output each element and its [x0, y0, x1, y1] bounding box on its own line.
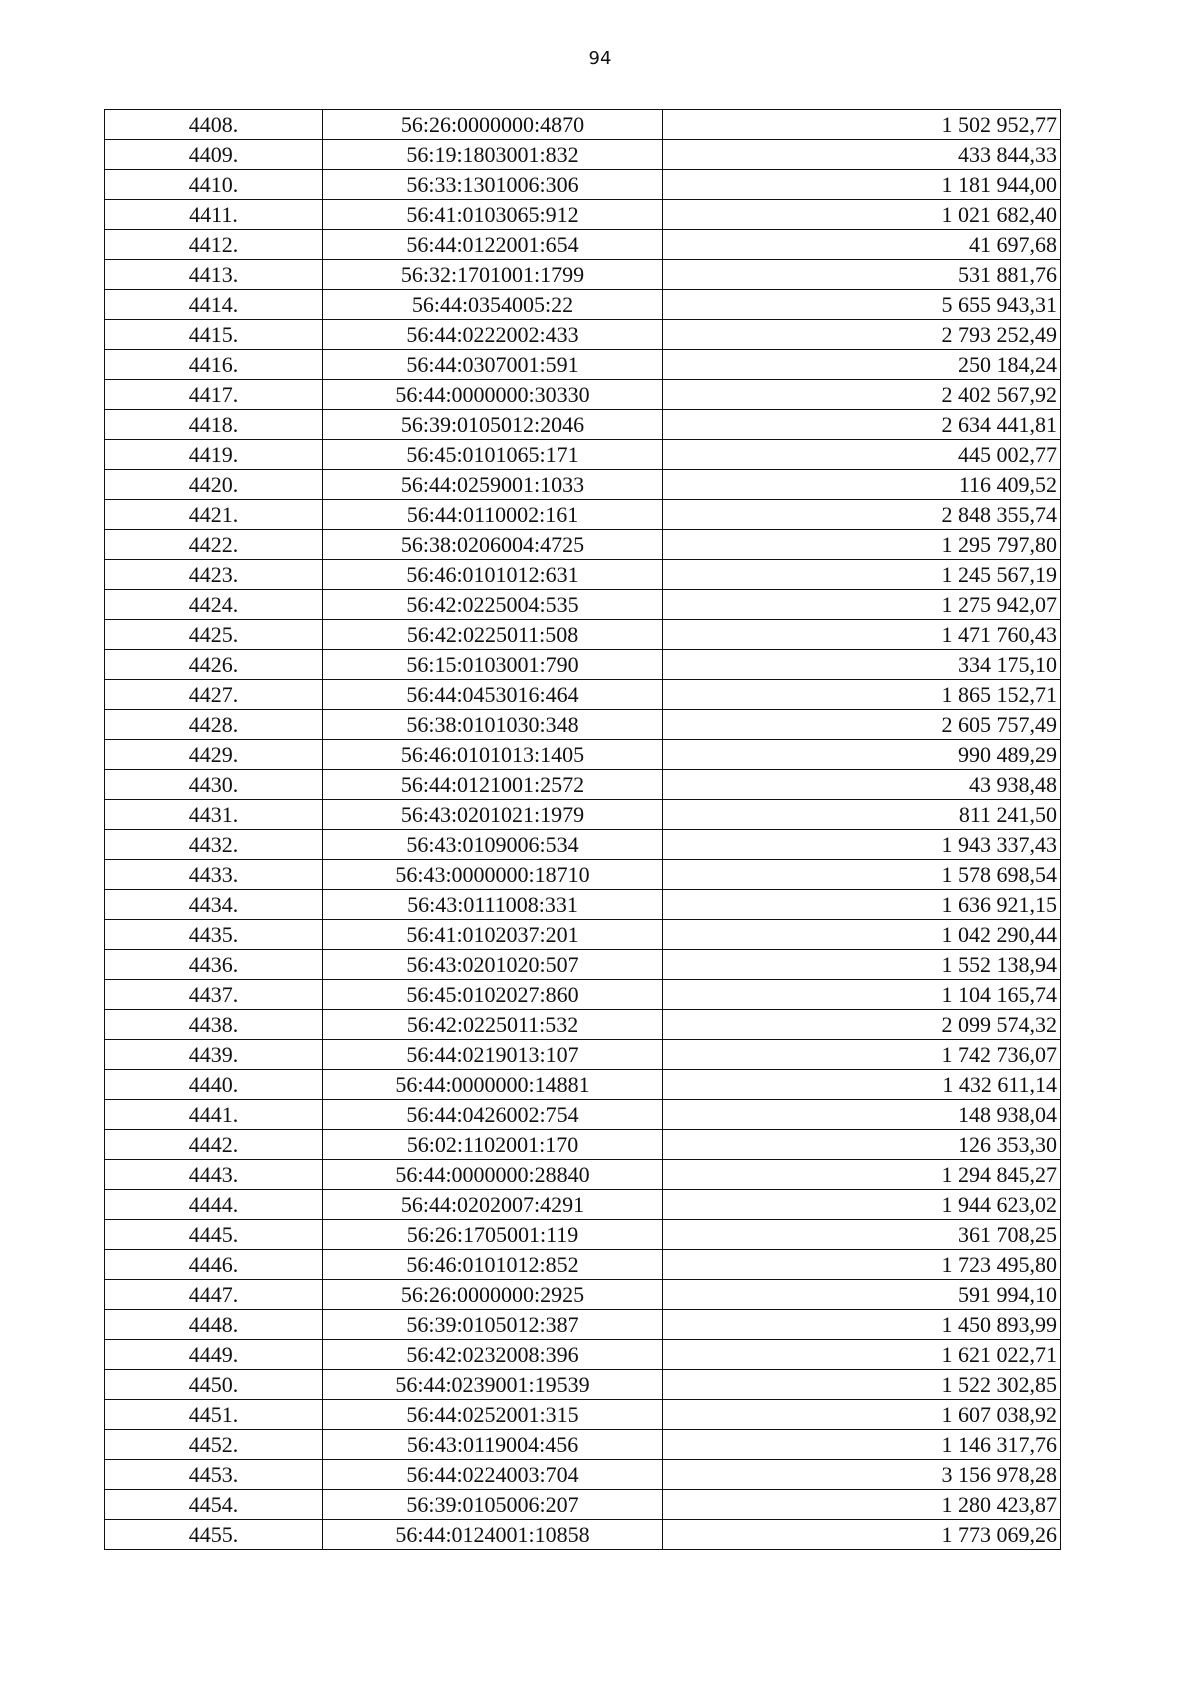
cadastral-value-cell: 361 708,25 [663, 1220, 1061, 1250]
cadastral-number-cell: 56:41:0102037:201 [323, 920, 663, 950]
table-row [105, 380, 1061, 410]
cadastral-number-cell: 56:44:0121001:2572 [323, 770, 663, 800]
row-number-cell: 4451. [105, 1400, 323, 1430]
table-row [105, 260, 1061, 290]
cadastral-value-cell: 2 605 757,49 [663, 710, 1061, 740]
table-row [105, 1340, 1061, 1370]
table-row [105, 1310, 1061, 1340]
row-number-cell: 4420. [105, 470, 323, 500]
cadastral-value-cell: 1 773 069,26 [663, 1520, 1061, 1550]
cadastral-value-cell: 2 793 252,49 [663, 320, 1061, 350]
row-number-cell: 4448. [105, 1310, 323, 1340]
row-number-cell: 4415. [105, 320, 323, 350]
table-row [105, 740, 1061, 770]
row-number-cell: 4424. [105, 590, 323, 620]
cadastral-number-cell: 56:39:0105012:387 [323, 1310, 663, 1340]
table-row [105, 980, 1061, 1010]
row-number-cell: 4444. [105, 1190, 323, 1220]
cadastral-number-cell: 56:43:0109006:534 [323, 830, 663, 860]
table-row [105, 170, 1061, 200]
cadastral-number-cell: 56:19:1803001:832 [323, 140, 663, 170]
table-row [105, 1490, 1061, 1520]
table-row [105, 950, 1061, 980]
row-number-cell: 4414. [105, 290, 323, 320]
row-number-cell: 4436. [105, 950, 323, 980]
cadastral-value-cell: 1 295 797,80 [663, 530, 1061, 560]
cadastral-value-cell: 116 409,52 [663, 470, 1061, 500]
table-row [105, 620, 1061, 650]
cadastral-number-cell: 56:43:0201020:507 [323, 950, 663, 980]
row-number-cell: 4416. [105, 350, 323, 380]
cadastral-number-cell: 56:44:0307001:591 [323, 350, 663, 380]
row-number-cell: 4410. [105, 170, 323, 200]
row-number-cell: 4450. [105, 1370, 323, 1400]
cadastral-number-cell: 56:46:0101013:1405 [323, 740, 663, 770]
table-row [105, 920, 1061, 950]
cadastral-value-cell: 1 865 152,71 [663, 680, 1061, 710]
table-row [105, 1520, 1061, 1550]
cadastral-number-cell: 56:26:0000000:2925 [323, 1280, 663, 1310]
cadastral-number-cell: 56:44:0219013:107 [323, 1040, 663, 1070]
cadastral-value-cell: 1 432 611,14 [663, 1070, 1061, 1100]
table-row [105, 140, 1061, 170]
cadastral-number-cell: 56:39:0105006:207 [323, 1490, 663, 1520]
cadastral-value-cell: 2 099 574,32 [663, 1010, 1061, 1040]
cadastral-value-cell: 148 938,04 [663, 1100, 1061, 1130]
cadastral-number-cell: 56:42:0225011:508 [323, 620, 663, 650]
table-row [105, 1280, 1061, 1310]
cadastral-value-cell: 531 881,76 [663, 260, 1061, 290]
table-row [105, 1460, 1061, 1490]
row-number-cell: 4425. [105, 620, 323, 650]
table-row [105, 650, 1061, 680]
row-number-cell: 4430. [105, 770, 323, 800]
table-body [105, 110, 1061, 1550]
table-row [105, 500, 1061, 530]
table-row [105, 1430, 1061, 1460]
cadastral-value-cell: 1 021 682,40 [663, 200, 1061, 230]
row-number-cell: 4434. [105, 890, 323, 920]
row-number-cell: 4418. [105, 410, 323, 440]
row-number-cell: 4449. [105, 1340, 323, 1370]
page-number: 94 [588, 48, 612, 69]
cadastral-value-cell: 41 697,68 [663, 230, 1061, 260]
row-number-cell: 4440. [105, 1070, 323, 1100]
cadastral-value-cell: 2 402 567,92 [663, 380, 1061, 410]
cadastral-value-cell: 1 723 495,80 [663, 1250, 1061, 1280]
cadastral-number-cell: 56:43:0201021:1979 [323, 800, 663, 830]
table-row [105, 1160, 1061, 1190]
table-row [105, 440, 1061, 470]
row-number-cell: 4439. [105, 1040, 323, 1070]
cadastral-number-cell: 56:44:0000000:14881 [323, 1070, 663, 1100]
table-row [105, 680, 1061, 710]
cadastral-value-cell: 1 042 290,44 [663, 920, 1061, 950]
cadastral-value-cell: 811 241,50 [663, 800, 1061, 830]
cadastral-value-cell: 1 280 423,87 [663, 1490, 1061, 1520]
row-number-cell: 4431. [105, 800, 323, 830]
cadastral-value-cell: 3 156 978,28 [663, 1460, 1061, 1490]
cadastral-number-cell: 56:41:0103065:912 [323, 200, 663, 230]
table-row [105, 800, 1061, 830]
row-number-cell: 4411. [105, 200, 323, 230]
cadastral-value-cell: 1 471 760,43 [663, 620, 1061, 650]
cadastral-number-cell: 56:43:0111008:331 [323, 890, 663, 920]
cadastral-value-cell: 1 245 567,19 [663, 560, 1061, 590]
cadastral-value-cell: 1 275 942,07 [663, 590, 1061, 620]
cadastral-number-cell: 56:45:0102027:860 [323, 980, 663, 1010]
cadastral-value-cell: 1 552 138,94 [663, 950, 1061, 980]
row-number-cell: 4437. [105, 980, 323, 1010]
cadastral-number-cell: 56:15:0103001:790 [323, 650, 663, 680]
cadastral-value-cell: 1 578 698,54 [663, 860, 1061, 890]
table-row [105, 1070, 1061, 1100]
cadastral-number-cell: 56:02:1102001:170 [323, 1130, 663, 1160]
cadastral-number-cell: 56:42:0225011:532 [323, 1010, 663, 1040]
cadastral-value-cell: 1 450 893,99 [663, 1310, 1061, 1340]
cadastral-value-cell: 1 522 302,85 [663, 1370, 1061, 1400]
table-row [105, 560, 1061, 590]
cadastral-number-cell: 56:44:0222002:433 [323, 320, 663, 350]
table-row [105, 290, 1061, 320]
cadastral-number-cell: 56:44:0426002:754 [323, 1100, 663, 1130]
table-row [105, 230, 1061, 260]
table-row [105, 1220, 1061, 1250]
table-row [105, 770, 1061, 800]
cadastral-number-cell: 56:46:0101012:852 [323, 1250, 663, 1280]
row-number-cell: 4409. [105, 140, 323, 170]
cadastral-number-cell: 56:44:0252001:315 [323, 1400, 663, 1430]
cadastral-value-cell: 250 184,24 [663, 350, 1061, 380]
cadastral-number-cell: 56:44:0122001:654 [323, 230, 663, 260]
row-number-cell: 4422. [105, 530, 323, 560]
cadastral-number-cell: 56:43:0119004:456 [323, 1430, 663, 1460]
table-row [105, 590, 1061, 620]
row-number-cell: 4423. [105, 560, 323, 590]
table-row [105, 320, 1061, 350]
cadastral-number-cell: 56:44:0453016:464 [323, 680, 663, 710]
cadastral-number-cell: 56:44:0000000:30330 [323, 380, 663, 410]
table-row [105, 1040, 1061, 1070]
cadastral-number-cell: 56:33:1301006:306 [323, 170, 663, 200]
row-number-cell: 4412. [105, 230, 323, 260]
cadastral-number-cell: 56:44:0354005:22 [323, 290, 663, 320]
cadastral-number-cell: 56:26:0000000:4870 [323, 110, 663, 140]
cadastral-value-cell: 2 634 441,81 [663, 410, 1061, 440]
row-number-cell: 4419. [105, 440, 323, 470]
cadastral-number-cell: 56:38:0206004:4725 [323, 530, 663, 560]
row-number-cell: 4413. [105, 260, 323, 290]
table-row [105, 200, 1061, 230]
cadastral-number-cell: 56:45:0101065:171 [323, 440, 663, 470]
cadastral-value-cell: 591 994,10 [663, 1280, 1061, 1310]
row-number-cell: 4428. [105, 710, 323, 740]
cadastral-number-cell: 56:44:0000000:28840 [323, 1160, 663, 1190]
cadastral-value-cell: 1 294 845,27 [663, 1160, 1061, 1190]
cadastral-value-cell: 334 175,10 [663, 650, 1061, 680]
cadastral-number-cell: 56:44:0110002:161 [323, 500, 663, 530]
cadastral-value-cell: 2 848 355,74 [663, 500, 1061, 530]
cadastral-value-cell: 1 944 623,02 [663, 1190, 1061, 1220]
table-row [105, 350, 1061, 380]
row-number-cell: 4441. [105, 1100, 323, 1130]
cadastral-value-cell: 1 502 952,77 [663, 110, 1061, 140]
cadastral-number-cell: 56:44:0259001:1033 [323, 470, 663, 500]
cadastral-value-cell: 990 489,29 [663, 740, 1061, 770]
row-number-cell: 4453. [105, 1460, 323, 1490]
cadastral-value-cell: 1 181 944,00 [663, 170, 1061, 200]
cadastral-number-cell: 56:43:0000000:18710 [323, 860, 663, 890]
table-row [105, 530, 1061, 560]
row-number-cell: 4446. [105, 1250, 323, 1280]
cadastral-value-cell: 1 621 022,71 [663, 1340, 1061, 1370]
cadastral-value-cell: 433 844,33 [663, 140, 1061, 170]
table-row [105, 1100, 1061, 1130]
row-number-cell: 4442. [105, 1130, 323, 1160]
cadastral-number-cell: 56:44:0124001:10858 [323, 1520, 663, 1550]
row-number-cell: 4408. [105, 110, 323, 140]
cadastral-value-cell: 1 636 921,15 [663, 890, 1061, 920]
cadastral-number-cell: 56:46:0101012:631 [323, 560, 663, 590]
table-row [105, 1190, 1061, 1220]
row-number-cell: 4432. [105, 830, 323, 860]
row-number-cell: 4429. [105, 740, 323, 770]
cadastral-value-cell: 1 742 736,07 [663, 1040, 1061, 1070]
cadastral-value-cell: 445 002,77 [663, 440, 1061, 470]
cadastral-number-cell: 56:44:0202007:4291 [323, 1190, 663, 1220]
row-number-cell: 4455. [105, 1520, 323, 1550]
row-number-cell: 4433. [105, 860, 323, 890]
table-row [105, 1010, 1061, 1040]
table-row [105, 1250, 1061, 1280]
cadastral-number-cell: 56:39:0105012:2046 [323, 410, 663, 440]
cadastral-number-cell: 56:38:0101030:348 [323, 710, 663, 740]
row-number-cell: 4421. [105, 500, 323, 530]
cadastral-value-cell: 5 655 943,31 [663, 290, 1061, 320]
cadastral-value-cell: 1 943 337,43 [663, 830, 1061, 860]
cadastral-number-cell: 56:44:0224003:704 [323, 1460, 663, 1490]
table-row [105, 1130, 1061, 1160]
cadastral-value-cell: 1 146 317,76 [663, 1430, 1061, 1460]
table-row [105, 860, 1061, 890]
cadastral-number-cell: 56:32:1701001:1799 [323, 260, 663, 290]
row-number-cell: 4445. [105, 1220, 323, 1250]
cadastral-value-cell: 1 104 165,74 [663, 980, 1061, 1010]
table-row [105, 110, 1061, 140]
cadastral-value-cell: 43 938,48 [663, 770, 1061, 800]
table-row [105, 1400, 1061, 1430]
cadastral-number-cell: 56:26:1705001:119 [323, 1220, 663, 1250]
table-row [105, 890, 1061, 920]
cadastral-value-table [104, 109, 1061, 1550]
cadastral-number-cell: 56:44:0239001:19539 [323, 1370, 663, 1400]
row-number-cell: 4452. [105, 1430, 323, 1460]
cadastral-value-cell: 1 607 038,92 [663, 1400, 1061, 1430]
row-number-cell: 4435. [105, 920, 323, 950]
row-number-cell: 4417. [105, 380, 323, 410]
row-number-cell: 4443. [105, 1160, 323, 1190]
table-row [105, 1370, 1061, 1400]
row-number-cell: 4447. [105, 1280, 323, 1310]
table-row [105, 830, 1061, 860]
row-number-cell: 4454. [105, 1490, 323, 1520]
cadastral-value-cell: 126 353,30 [663, 1130, 1061, 1160]
table-row [105, 470, 1061, 500]
table-row [105, 410, 1061, 440]
table-row [105, 710, 1061, 740]
row-number-cell: 4426. [105, 650, 323, 680]
row-number-cell: 4438. [105, 1010, 323, 1040]
cadastral-number-cell: 56:42:0232008:396 [323, 1340, 663, 1370]
row-number-cell: 4427. [105, 680, 323, 710]
cadastral-number-cell: 56:42:0225004:535 [323, 590, 663, 620]
